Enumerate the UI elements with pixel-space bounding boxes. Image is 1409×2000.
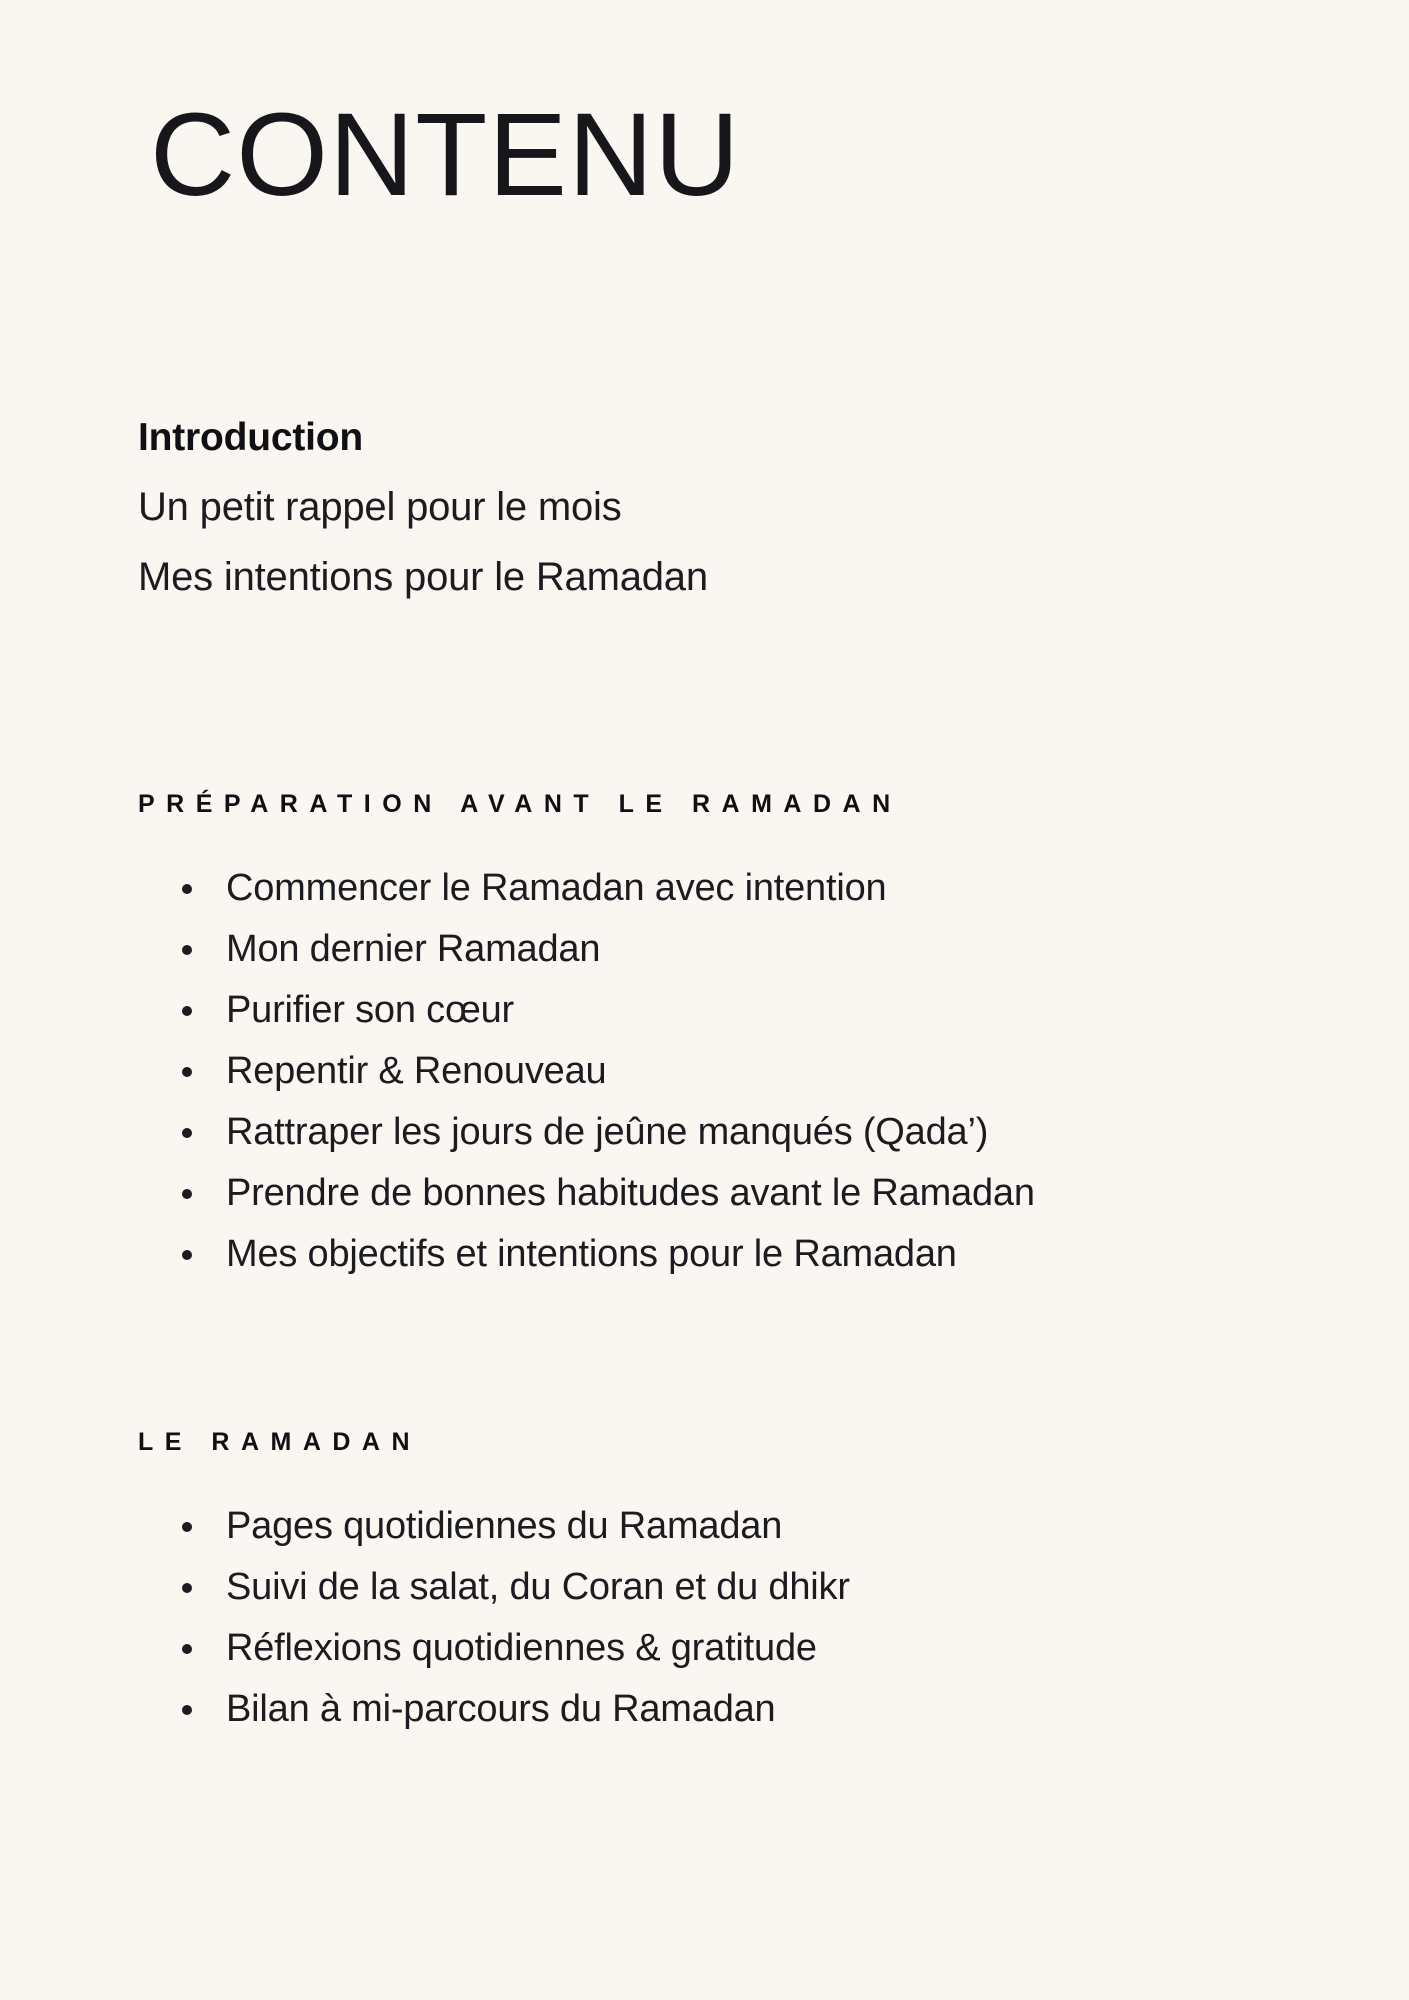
section-heading-ramadan: LE RAMADAN [138,1428,422,1456]
list-item: Mon dernier Ramadan [172,930,1318,968]
list-item: Réflexions quotidiennes & gratitude [172,1629,1318,1667]
list-item: Prendre de bonnes habitudes avant le Ramadan [172,1174,1318,1212]
list-item: Repentir & Renouveau [172,1052,1318,1090]
section-heading-preparation: PRÉPARATION AVANT LE RAMADAN [138,790,902,818]
section-ramadan [138,1428,1318,1728]
list-item: Mes objectifs et intentions pour le Ramadan [172,1235,1318,1273]
ramadan-list [138,1507,1318,1728]
introduction-line-1: Un petit rappel pour le mois [138,485,622,529]
introduction-line-2: Mes intentions pour le Ramadan [138,555,708,599]
section-preparation [138,790,1318,1273]
list-item: Suivi de la salat, du Coran et du dhikr [172,1568,1318,1606]
list-item: Bilan à mi-parcours du Ramadan [172,1690,1318,1728]
preparation-list [138,869,1318,1273]
introduction-heading: Introduction [138,416,364,459]
page-title: CONTENU [150,89,741,221]
list-item: Commencer le Ramadan avec intention [172,869,1318,907]
list-item: Pages quotidiennes du Ramadan [172,1507,1318,1545]
list-item: Rattraper les jours de jeûne manqués (Qada’) [172,1113,1318,1151]
list-item: Purifier son cœur [172,991,1318,1029]
introduction-block [138,418,1238,597]
